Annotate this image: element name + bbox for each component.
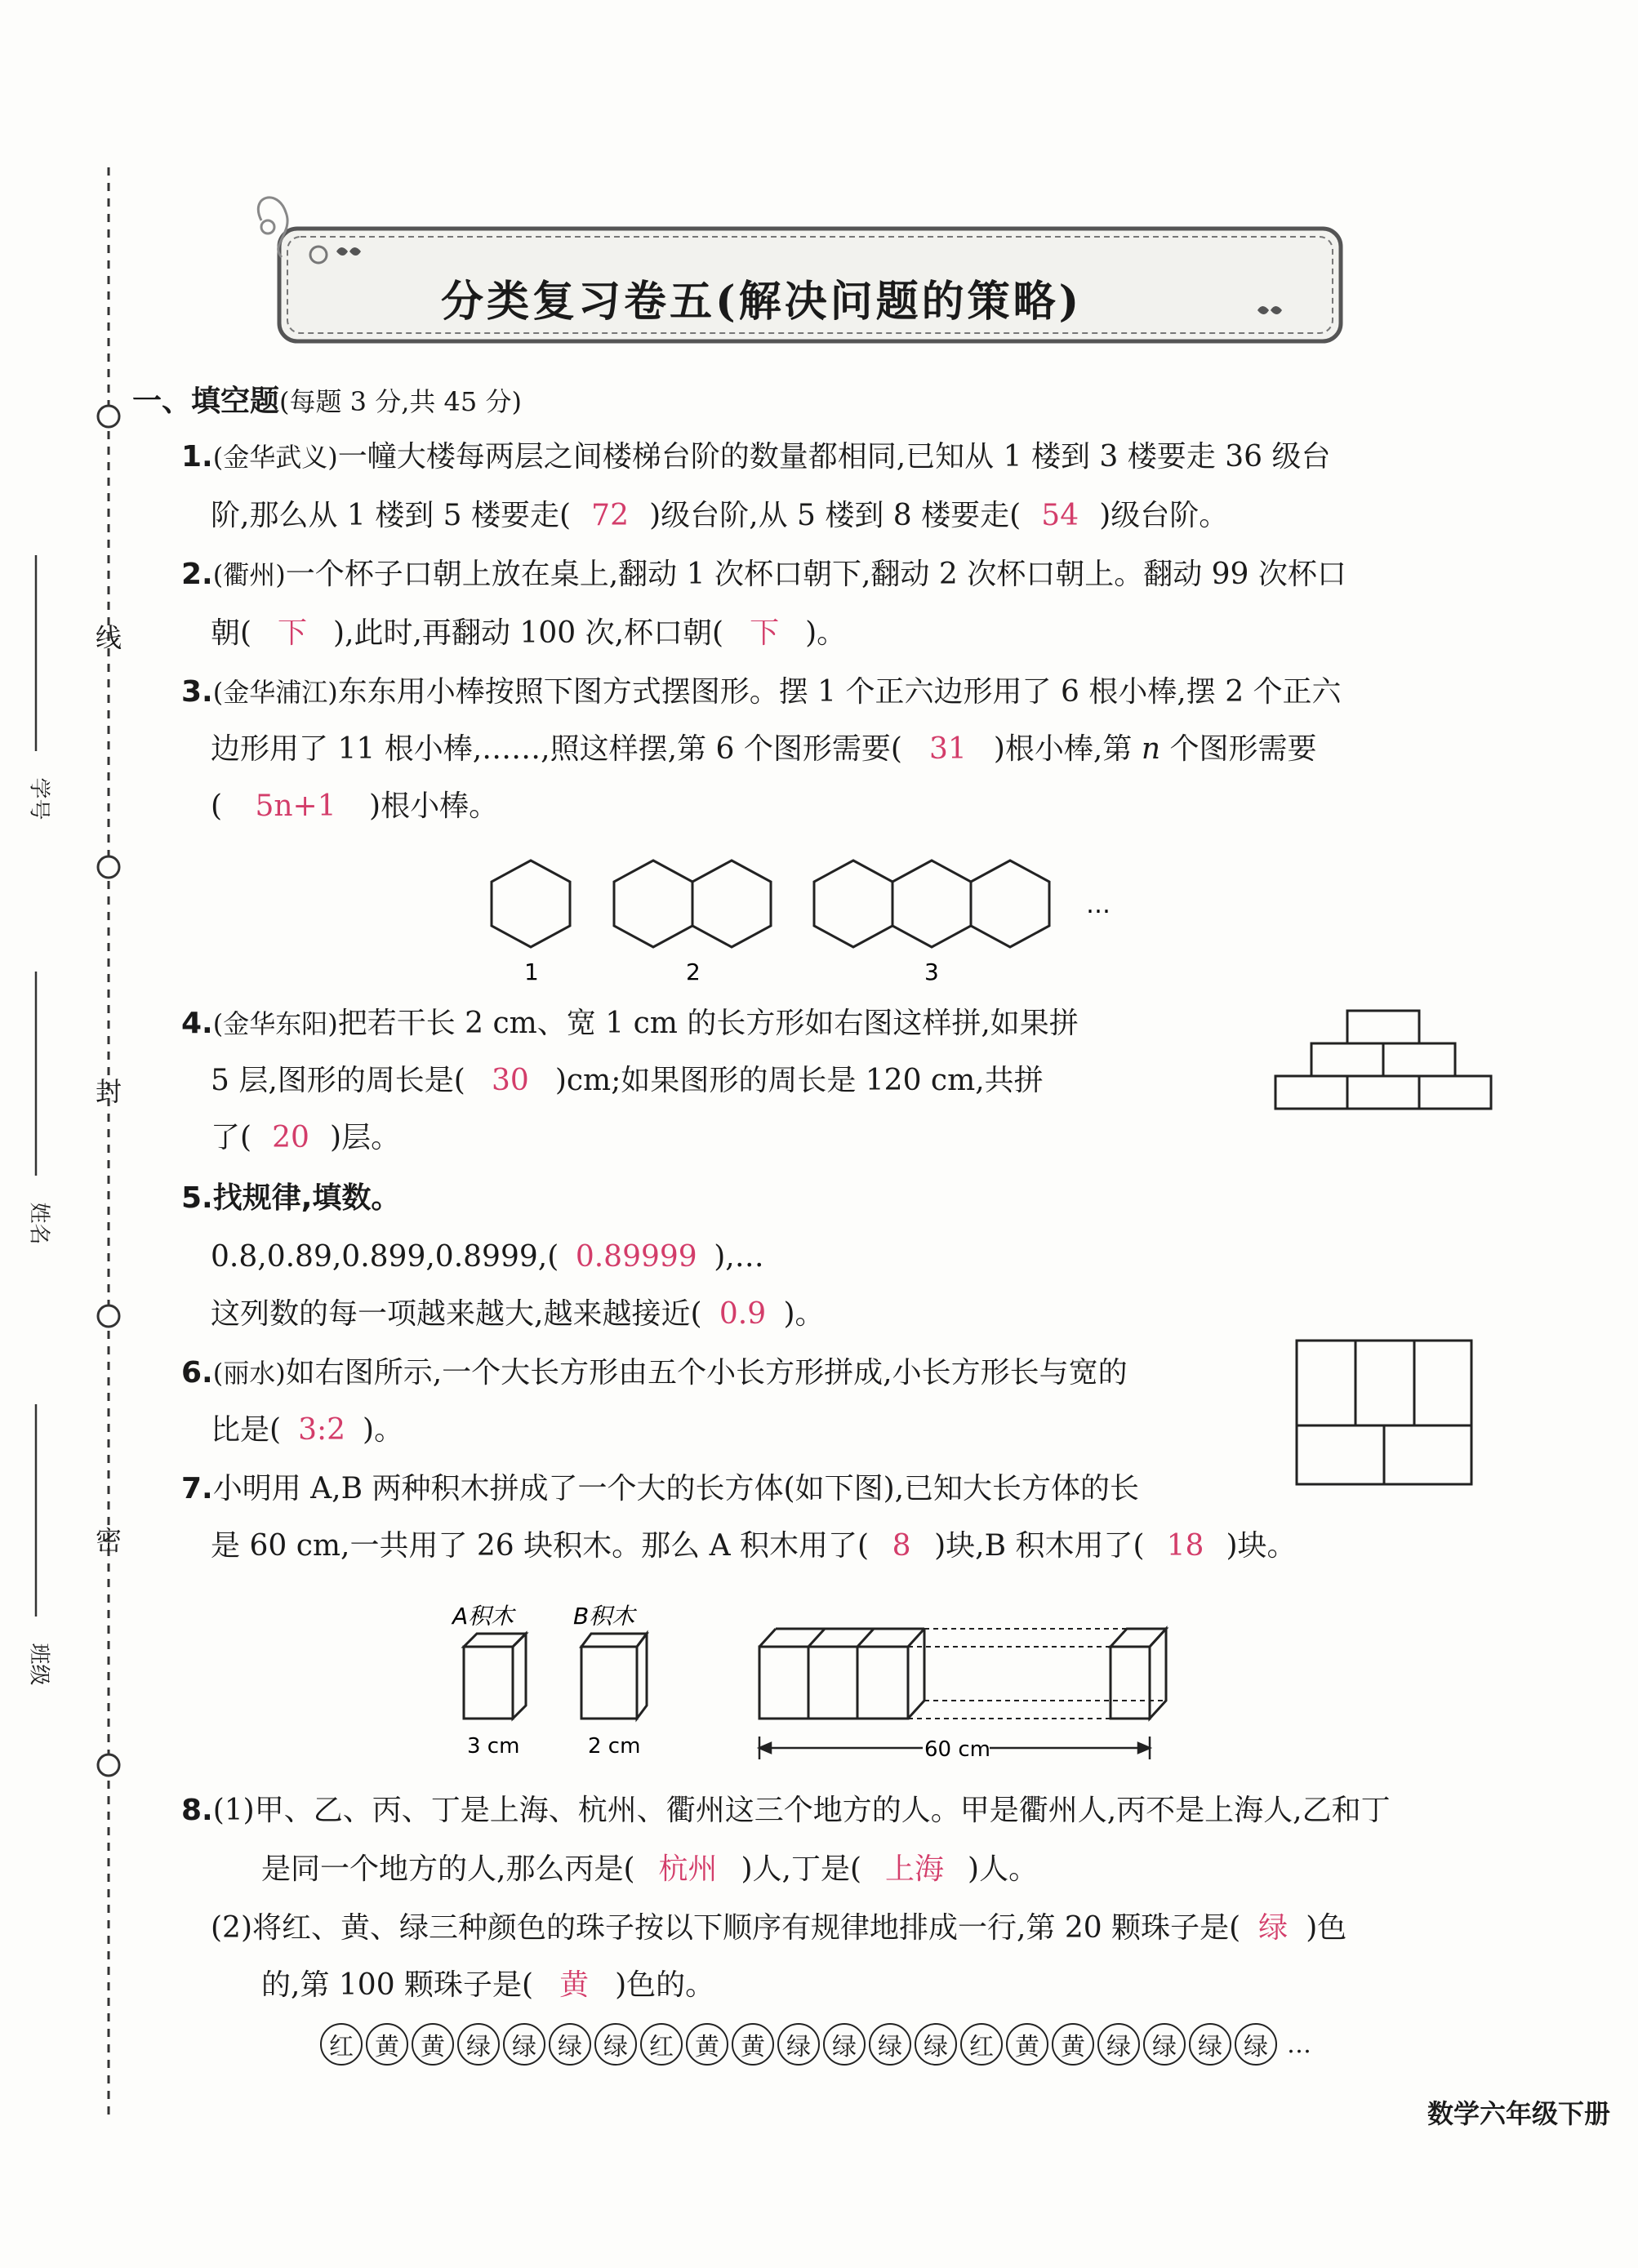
bead: 黄 bbox=[366, 2023, 408, 2066]
total-length-dim: 60 cm bbox=[924, 1737, 990, 1762]
q8-part1-line2: 是同一个地方的人,那么丙是( 杭州 )人,丁是( 上海 )人。 bbox=[261, 1852, 1039, 1886]
q4-answer-2: 20 bbox=[272, 1121, 309, 1154]
svg-text:…: … bbox=[1086, 891, 1111, 919]
blocks-figure bbox=[441, 1596, 1176, 1784]
q8-part2-line2: 的,第 100 颗珠子是( 黄 )色的。 bbox=[261, 1968, 715, 2002]
bead: 绿 bbox=[869, 2023, 911, 2066]
bead: 红 bbox=[640, 2023, 683, 2066]
q8-answer-4: 黄 bbox=[559, 1968, 590, 2002]
q8-answer-1: 杭州 bbox=[658, 1852, 718, 1886]
bead: 绿 bbox=[777, 2023, 820, 2066]
q7-answer-1: 8 bbox=[892, 1529, 911, 1563]
q5-answer-1: 0.89999 bbox=[575, 1240, 697, 1274]
beads-ellipsis: … bbox=[1287, 2030, 1311, 2059]
q7-line2: 是 60 cm,一共用了 26 块积木。那么 A 积木用了( 8 )块,B 积木用了( 18 )块。 bbox=[211, 1529, 1297, 1563]
block-b-dim: 2 cm bbox=[588, 1734, 641, 1759]
q2-answer-2: 下 bbox=[750, 616, 780, 650]
footer-book-title: 数学六年级下册 bbox=[1427, 2098, 1611, 2129]
margin-label-name: 姓名 bbox=[26, 1202, 51, 1245]
bead: 红 bbox=[320, 2023, 363, 2066]
bead: 黄 bbox=[732, 2023, 774, 2066]
bead: 绿 bbox=[915, 2023, 957, 2066]
q1-answer-2: 54 bbox=[1041, 499, 1079, 532]
margin-label-seal: 封 bbox=[96, 1076, 122, 1107]
fig-label-1: 1 bbox=[524, 958, 539, 985]
five-rectangles-figure bbox=[1295, 1339, 1475, 1489]
q4-line3: 了( 20 )层。 bbox=[211, 1121, 401, 1154]
q6-line2: 比是( 3:2 )。 bbox=[211, 1413, 404, 1447]
q6-answer-1: 3:2 bbox=[298, 1413, 346, 1447]
bead: 黄 bbox=[686, 2023, 728, 2066]
fig-label-2: 2 bbox=[686, 958, 701, 985]
q5-line1: 5.找规律,填数。 bbox=[181, 1181, 401, 1215]
bead: 红 bbox=[960, 2023, 1003, 2066]
q5-line2: 0.8,0.89,0.899,0.8999,( 0.89999 ),… bbox=[211, 1240, 764, 1274]
bead: 绿 bbox=[1097, 2023, 1140, 2066]
q7-answer-2: 18 bbox=[1166, 1529, 1204, 1563]
block-a-dim: 3 cm bbox=[467, 1734, 520, 1759]
q1-answer-1: 72 bbox=[591, 499, 629, 532]
q8-part1-line1: 8.(1)甲、乙、丙、丁是上海、杭州、衢州这三个地方的人。甲是衢州人,丙不是上海人,乙和丁 bbox=[181, 1794, 1391, 1827]
q1-line1: 1.(金华武义)一幢大楼每两层之间楼梯台阶的数量都相同,已知从 1 楼到 3 楼要走 36 级台 bbox=[181, 440, 1331, 474]
block-b-label: B积木 bbox=[573, 1603, 635, 1630]
bead: 黄 bbox=[1052, 2023, 1094, 2066]
q5-answer-2: 0.9 bbox=[719, 1297, 767, 1331]
q3-line1: 3.(金华浦江)东东用小棒按照下图方式摆图形。摆 1 个正六边形用了 6 根小棒,摆 2 个正六 bbox=[181, 675, 1342, 709]
bead: 绿 bbox=[594, 2023, 637, 2066]
margin-label-class: 班级 bbox=[26, 1643, 51, 1686]
bead: 绿 bbox=[823, 2023, 866, 2066]
q8-answer-3: 绿 bbox=[1258, 1911, 1289, 1945]
q2-answer-1: 下 bbox=[278, 616, 308, 650]
bead: 绿 bbox=[549, 2023, 591, 2066]
q6-line1: 6.(丽水)如右图所示,一个大长方形由五个小长方形拼成,小长方形长与宽的 bbox=[181, 1356, 1128, 1390]
q2-line2: 朝( 下 ),此时,再翻动 100 次,杯口朝( 下 )。 bbox=[211, 616, 847, 650]
q4-line2: 5 层,图形的周长是( 30 )cm;如果图形的周长是 120 cm,共拼 bbox=[211, 1064, 1044, 1097]
block-a-label: A积木 bbox=[452, 1603, 514, 1630]
hexagon-figure bbox=[482, 849, 1184, 988]
q3-answer-2: 5n+1 bbox=[255, 789, 336, 823]
margin-label-secret: 密 bbox=[96, 1525, 122, 1556]
q7-line1: 7.小明用 A,B 两种积木拼成了一个大的长方体(如下图),已知大长方体的长 bbox=[181, 1472, 1140, 1505]
q3-line2: 边形用了 11 根小棒,……,照这样摆,第 6 个图形需要( 31 )根小棒,第 n 个图形需要 bbox=[211, 732, 1317, 766]
q4-line1: 4.(金华东阳)把若干长 2 cm、宽 1 cm 的长方形如右图这样拼,如果拼 bbox=[181, 1007, 1079, 1040]
bead: 绿 bbox=[457, 2023, 500, 2066]
section-heading: 一、填空题(每题 3 分,共 45 分) bbox=[132, 385, 522, 418]
q5-line3: 这列数的每一项越来越大,越来越接近( 0.9 )。 bbox=[211, 1297, 825, 1331]
bead: 绿 bbox=[1235, 2023, 1277, 2066]
q8-answer-2: 上海 bbox=[885, 1852, 945, 1886]
margin-label-line: 线 bbox=[96, 622, 122, 653]
q4-answer-1: 30 bbox=[491, 1064, 529, 1097]
bead: 黄 bbox=[412, 2023, 454, 2066]
bead-row bbox=[320, 2023, 1311, 2066]
q3-line3: ( 5n+1 )根小棒。 bbox=[211, 789, 499, 823]
margin-label-student-no: 学号 bbox=[26, 777, 51, 820]
q3-answer-1: 31 bbox=[928, 732, 967, 766]
bead: 绿 bbox=[1189, 2023, 1231, 2066]
bead: 绿 bbox=[1143, 2023, 1186, 2066]
brick-pyramid-figure bbox=[1274, 1004, 1502, 1118]
q2-line1: 2.(衢州)一个杯子口朝上放在桌上,翻动 1 次杯口朝下,翻动 2 次杯口朝上。翻动 99 次杯口 bbox=[181, 558, 1346, 591]
fig-label-3: 3 bbox=[924, 958, 939, 985]
binding-margin bbox=[0, 0, 163, 2268]
page-title: 分类复习卷五(解决问题的策略) bbox=[441, 277, 1083, 327]
bead: 黄 bbox=[1006, 2023, 1048, 2066]
q1-line2: 阶,那么从 1 楼到 5 楼要走( 72 )级台阶,从 5 楼到 8 楼要走( 54 )级台阶。 bbox=[211, 499, 1229, 532]
q8-part2-line1: (2)将红、黄、绿三种颜色的珠子按以下顺序有规律地排成一行,第 20 颗珠子是( 绿 )色 bbox=[211, 1911, 1347, 1945]
bead: 绿 bbox=[503, 2023, 545, 2066]
